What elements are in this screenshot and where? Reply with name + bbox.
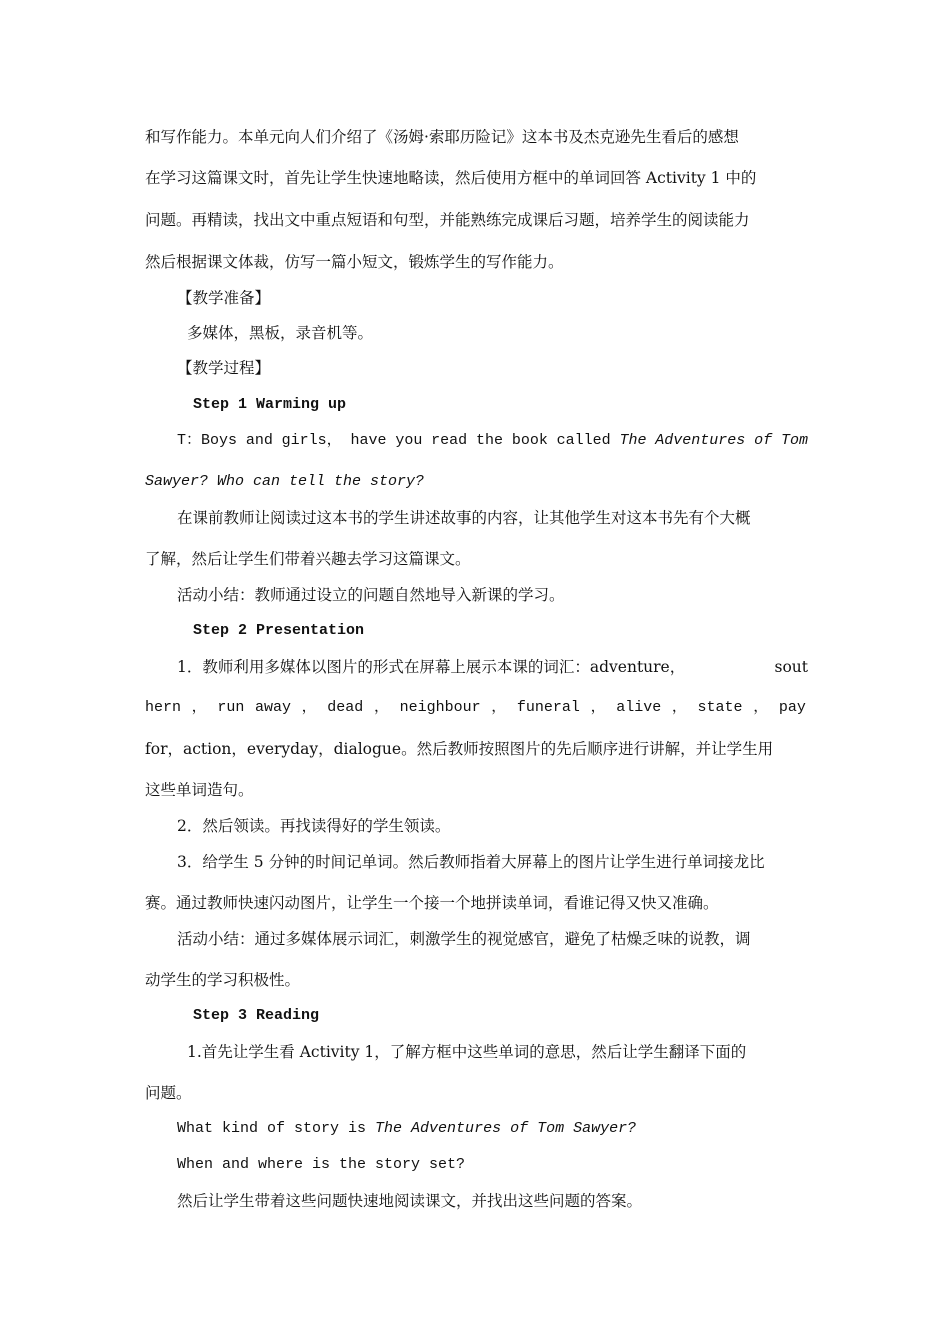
separator: ， [491, 699, 507, 716]
word: book [511, 432, 548, 449]
step2-item3-line-1: 3．给学生 5 分钟的时间记单词。然后教师指着大屏幕上的图片让学生进行单词接龙比 [177, 853, 765, 871]
step1-summary: 活动小结：教师通过设立的问题自然地导入新课的学习。 [177, 586, 565, 604]
intro-line-4: 然后根据课文体裁，仿写一篇小短文，锻炼学生的写作能力。 [145, 253, 564, 271]
vocab-word: neighbour [399, 699, 481, 716]
intro-line-2: 在学习这篇课文时，首先让学生快速地略读，然后使用方框中的单词回答 Activity 1 中的 [145, 169, 757, 187]
intro-line-3: 问题。再精读，找出文中重点短语和句型，并能熟练完成课后习题，培养学生的阅读能力 [145, 211, 750, 229]
step3-heading: Step 3 Reading [193, 1007, 320, 1024]
step2-item2: 2．然后领读。再找读得好的学生领读。 [177, 817, 451, 835]
prep-heading: 【教学准备】 [177, 289, 271, 307]
separator: ， [301, 699, 317, 716]
teacher-prefix: T：Boys [177, 432, 238, 449]
step3-question-1 [177, 1119, 636, 1139]
word: and [245, 432, 273, 449]
book-title: The Adventures of Tom Sawyer? [375, 1120, 637, 1137]
separator: ， [753, 699, 769, 716]
vocab-word: funeral [516, 699, 580, 716]
step1-desc-line-2: 了解，然后让学生们带着兴趣去学习这篇课文。 [145, 550, 471, 568]
step3-item1-line-1: 1.首先让学生看 Activity 1，了解方框中这些单词的意思，然后让学生翻译下面的 [187, 1043, 747, 1061]
vocab-word: dead [327, 699, 364, 716]
step2-item3-line-2: 赛。通过教师快速闪动图片，让学生一个接一个地拼读单词，看谁记得又快又准确。 [145, 894, 719, 912]
separator: ， [373, 699, 389, 716]
step3-closing: 然后让学生带着这些问题快速地阅读课文，并找出这些问题的答案。 [177, 1192, 643, 1210]
word: girls， [281, 432, 342, 449]
step2-summary-line-1: 活动小结：通过多媒体展示词汇，刺激学生的视觉感官，避免了枯燥乏味的说教，调 [177, 930, 751, 948]
step3-item1-line-2: 问题。 [145, 1084, 192, 1102]
step1-teacher-line-2: Sawyer? Who can tell the story? [145, 473, 425, 490]
vocab-word: hern [145, 699, 182, 716]
vocab-word: run [217, 699, 245, 716]
word: called [556, 432, 611, 449]
intro-line-1: 和写作能力。本单元向人们介绍了《汤姆·索耶历险记》这本书及杰克逊先生看后的感想 [145, 128, 739, 146]
word: sout [774, 658, 808, 676]
book-title-word: of [754, 432, 773, 449]
word: the [475, 432, 503, 449]
step2-heading: Step 2 Presentation [193, 622, 365, 639]
separator: ， [191, 699, 207, 716]
word: have [350, 432, 387, 449]
step1-heading: Step 1 Warming up [193, 396, 347, 413]
vocab-word: state [697, 699, 743, 716]
word: you [395, 432, 423, 449]
step2-summary-line-2: 动学生的学习积极性。 [145, 971, 301, 989]
book-title-word: Tom [780, 432, 808, 449]
vocab-word: away [254, 699, 291, 716]
separator: ， [590, 699, 606, 716]
process-heading: 【教学过程】 [177, 359, 271, 377]
step1-teacher-line [177, 431, 808, 451]
vocab-word: alive [616, 699, 662, 716]
step3-question-2: When and where is the story set? [177, 1156, 466, 1173]
word: read [431, 432, 468, 449]
separator: ， [671, 699, 687, 716]
book-title-word: The [619, 432, 647, 449]
step2-item1-line-4: 这些单词造句。 [145, 781, 254, 799]
step2-item1-line-3: for，action，everyday，dialogue。然后教师按照图片的先后顺序进行讲解，并让学生用 [145, 740, 774, 758]
vocab-word: pay [778, 699, 806, 716]
step1-desc-line-1: 在课前教师让阅读过这本书的学生讲述故事的内容，让其他学生对这本书先有个大概 [177, 509, 751, 527]
question-text: What kind of story is [177, 1120, 376, 1137]
book-title-word: Adventures [655, 432, 746, 449]
vocab-intro: 1．教师利用多媒体以图片的形式在屏幕上展示本课的词汇：adventure， [177, 658, 686, 676]
prep-text: 多媒体，黑板，录音机等。 [187, 324, 374, 342]
step2-item1-line-1 [177, 657, 808, 677]
step2-item1-line-2 [145, 698, 806, 718]
